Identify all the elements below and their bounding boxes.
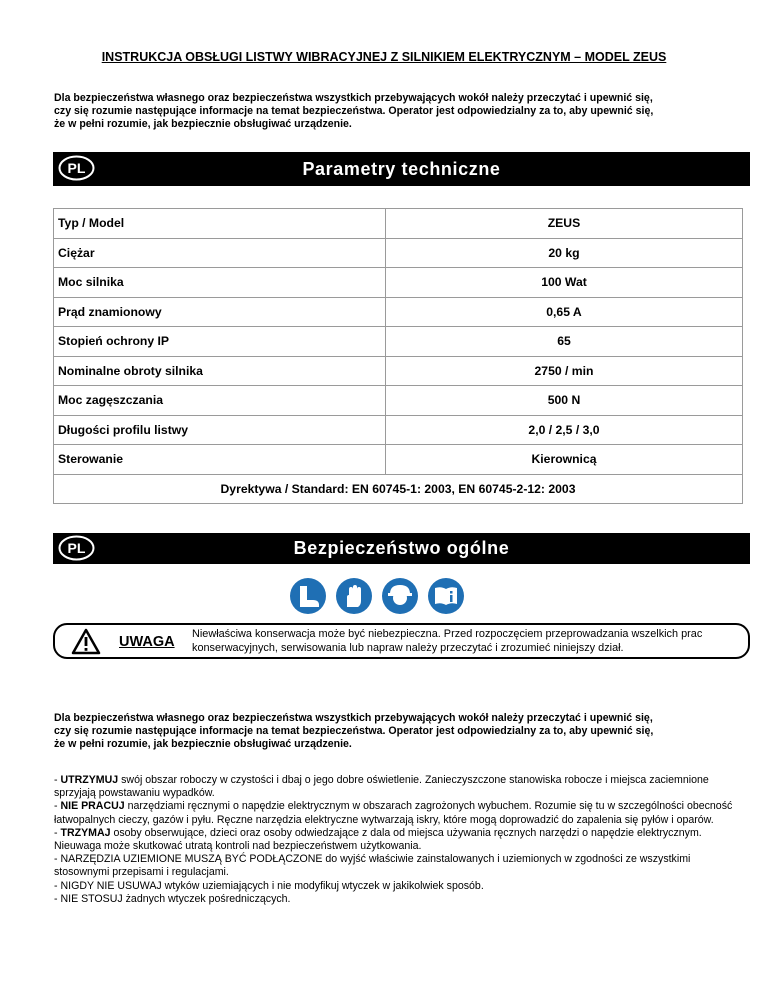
spec-label: Prąd znamionowy [54,297,386,327]
intro-line: że w pełni rozumie, jak bezpiecznie obsługiwać urządzenie. [54,118,352,130]
rule-bullet: - [54,853,61,866]
rule-text: NARZĘDZIA UZIEMIONE MUSZĄ BYĆ PODŁĄCZONE do wyjść właściwie zainstalowanych i uziemionych w zgodności ze wszystkimi stosownymi przepisami i regulacjami. [54,853,691,879]
ppe-icons [289,577,465,615]
intro-line: Dla bezpieczeństwa własnego oraz bezpieczeństwa wszystkich przebywających wokół należy przeczytać i upewnić się, [54,712,653,724]
rule-item [54,827,734,853]
table-row [54,268,743,298]
rule-text: NIGDY NIE USUWAJ wtyków uziemiających i nie modyfikuj wtyczek w jakikolwiek sposób. [60,879,484,892]
warning-label: UWAGA [119,634,175,650]
rule-text: narzędziami ręcznymi o napędzie elektrycznym w obszarach zagrożonych wybuchem. Rozumie się tu w szczególności obecność łatwopalnych cieczy, gazów i pyłu. Ręczne narzędzia elektryczne wytwarzają iskry, które mogą doprowadzić do zapalenia się pyłów i oparów. [54,800,733,826]
rule-bullet: - [54,892,61,905]
table-row [54,474,743,504]
hard-hat-icon [381,577,419,615]
safety-section-title: Bezpieczeństwo ogólne [293,538,510,558]
rule-item [54,800,734,826]
directive-cell: Dyrektywa / Standard: EN 60745-1: 2003, EN 60745-2-12: 2003 [54,474,743,504]
spec-value: ZEUS [386,209,743,239]
spec-table [53,208,743,504]
spec-value: Kierownicą [386,445,743,475]
safety-boots-icon [289,577,327,615]
safety-section-header [53,533,750,564]
table-row [54,445,743,475]
rule-item [54,893,734,906]
warning-box [53,623,750,659]
rule-keyword: NIE PRACUJ [60,800,125,813]
warning-line: konserwacyjnych, serwisowania lub napraw należy przeczytać i zrozumieć niniejszy dział. [192,641,624,654]
intro-line: że w pełni rozumie, jak bezpiecznie obsługiwać urządzenie. [54,738,352,750]
spec-value: 0,65 A [386,297,743,327]
intro-line: czy się rozumie następujące informacje na temat bezpieczeństwa. Operator jest odpowiedzialny za to, aby upewnić się, [54,725,654,737]
spec-label: Ciężar [54,238,386,268]
table-row [54,356,743,386]
rule-bullet: - [54,800,61,813]
intro-line: czy się rozumie następujące informacje na temat bezpieczeństwa. Operator jest odpowiedzialny za to, aby upewnić się, [54,105,654,117]
table-row [54,415,743,445]
pl-badge-label: PL [67,540,86,556]
warning-line: Niewłaściwa konserwacja może być niebezpieczna. Przed rozpoczęciem przeprowadzania wszelkich prac [192,628,703,640]
rule-item [54,853,734,879]
table-row [54,297,743,327]
spec-label: Nominalne obroty silnika [54,356,386,386]
protective-gloves-icon [335,577,373,615]
spec-value: 65 [386,327,743,357]
spec-value: 100 Wat [386,268,743,298]
manual-info-icon [427,577,465,615]
spec-label: Moc zagęszczania [54,386,386,416]
rule-item [54,774,734,800]
safety-rules [54,774,734,906]
pl-badge-label: PL [67,160,86,176]
warning-triangle-icon [71,628,101,655]
document-title: INSTRUKCJA OBSŁUGI LISTWY WIBRACYJNEJ Z SILNIKIEM ELEKTRYCZNYM – MODEL ZEUS [101,50,667,64]
table-row [54,238,743,268]
tech-section-header [53,152,750,186]
intro-line: Dla bezpieczeństwa własnego oraz bezpieczeństwa wszystkich przebywających wokół należy przeczytać i upewnić się, [54,92,653,104]
rule-bullet: - [54,826,61,839]
spec-label: Moc silnika [54,268,386,298]
rule-bullet: - [54,879,61,892]
table-row [54,209,743,239]
spec-value: 500 N [386,386,743,416]
spec-label: Sterowanie [54,445,386,475]
spec-label: Stopień ochrony IP [54,327,386,357]
tech-section-title: Parametry techniczne [302,159,501,179]
warning-text [192,628,747,655]
rule-keyword: UTRZYMUJ [60,774,119,786]
rule-text: osoby obserwujące, dzieci oraz osoby odwiedzające z dala od miejsca używania ręcznych narzędzi o napędzie elektrycznym. Nieuwaga może skutkować utratą kontroli nad bezpieczeństwem użytkowania. [54,826,702,853]
rule-bullet: - [54,774,61,786]
spec-label: Długości profilu listwy [54,415,386,445]
spec-value: 20 kg [386,238,743,268]
rule-keyword: TRZYMAJ [60,826,111,839]
table-row [54,327,743,357]
spec-label: Typ / Model [54,209,386,239]
intro-paragraph [54,92,724,131]
intro-paragraph-2 [54,712,724,751]
table-row [54,386,743,416]
rule-text: NIE STOSUJ żadnych wtyczek pośredniczących. [60,892,291,905]
rule-text: swój obszar roboczy w czystości i dbaj o jego dobre oświetlenie. Zanieczyszczone stanowiska robocze i miejsca zaciemnione sprzyjają powstawaniu wypadków. [54,774,709,800]
rule-item [54,880,734,893]
spec-value: 2750 / min [386,356,743,386]
spec-value: 2,0 / 2,5 / 3,0 [386,415,743,445]
